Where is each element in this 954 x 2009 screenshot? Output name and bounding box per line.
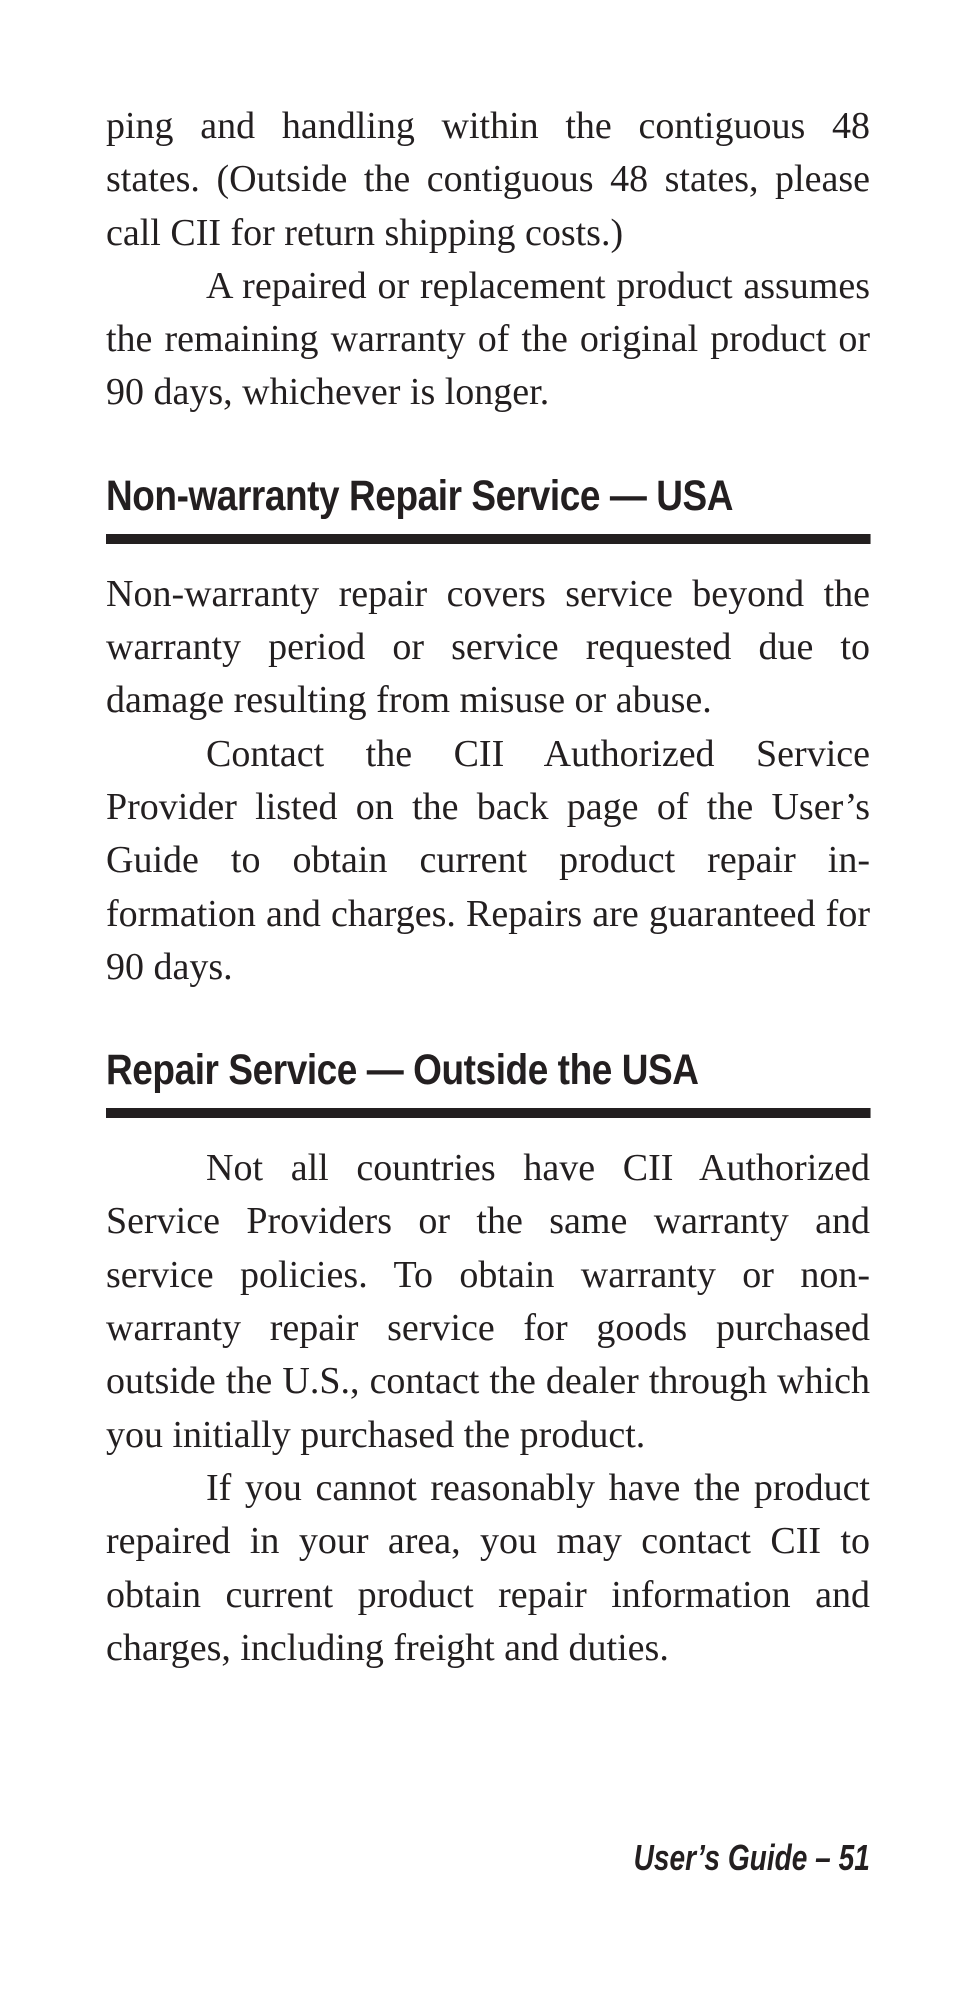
non-warranty-paragraph-coverage: Non-warranty repair covers service beyond the warranty period or service requested due to damage resulting from misuse or abuse. xyxy=(106,572,870,722)
intro-paragraph-shipping: ping and handling within the contiguous 48 states. (Outside the contiguous 48 states, please call CII for return shipping costs.) xyxy=(106,105,870,254)
page-footer: User’s Guide – 51 xyxy=(633,1837,870,1878)
intro-paragraph-replacement-warranty: A repaired or replacement product assumes the remaining warranty of the original product or 90 days, whichever is longer. xyxy=(106,264,870,414)
section-non-warranty-usa xyxy=(106,468,870,544)
page-content xyxy=(106,100,870,1675)
non-warranty-paragraph-contact: Contact the CII Authorized Service Provider listed on the back page of the User’s Guide to obtain current product repair information and charges. Repairs are guaranteed for 90 days. xyxy=(106,732,870,988)
section-outside-usa xyxy=(106,1042,870,1118)
section-heading-outside-usa: Repair Service — Outside the USA xyxy=(106,1042,870,1118)
section-heading-non-warranty-usa: Non-warranty Repair Service — USA xyxy=(106,468,870,544)
outside-usa-paragraph-contact-cii: If you cannot reasonably have the product repaired in your area, you may contact CII to obtain current product repair information and charges, including freight and duties. xyxy=(106,1466,870,1669)
outside-usa-paragraph-dealers: Not all countries have CII Authorized Service Providers or the same warranty and service policies. To obtain warranty or non-warranty repair service for goods purchased outside the U.S., contact the dealer through which you initially purchased the product. xyxy=(106,1147,870,1456)
